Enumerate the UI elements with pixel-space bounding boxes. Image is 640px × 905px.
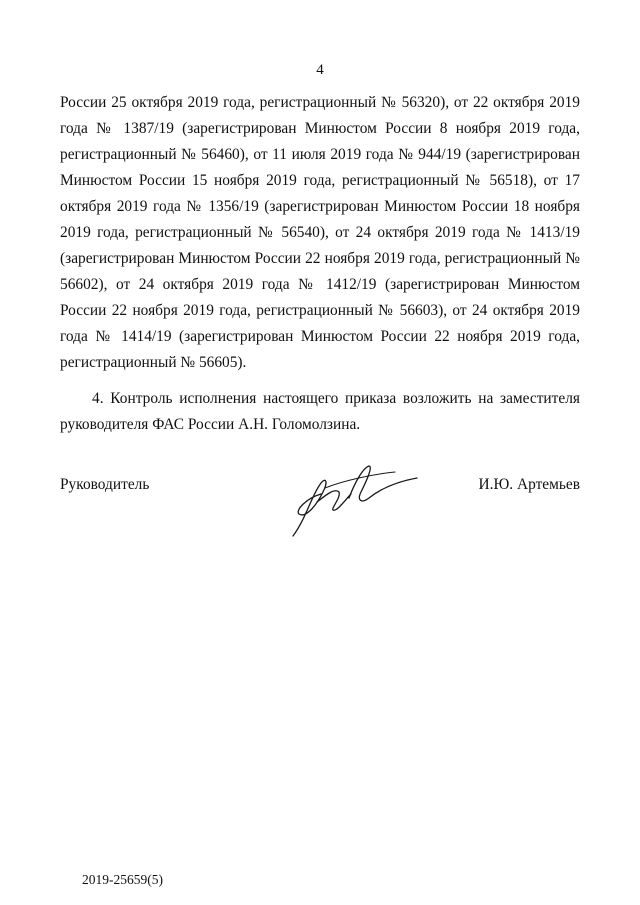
document-code: 2019-25659(5) [82,872,163,887]
paragraph-4: 4. Контроль исполнения настоящего приказа возложить на заместителя руководителя ФАС России А.Н. Голомолзина. [60,390,580,433]
paragraph-continuation: России 25 октября 2019 года, регистрационный № 56320), от 22 октября 2019 года № 1387/19 (зарегистрирован Минюстом России 8 ноября 2019 года, регистрационный № 56460), от 11 июля 2019 года № 944/19 (зарегистрирован Минюстом России 15 ноября 2019 года, регистрационный № 56518), от 17 октября 2019 года № 1356/19 (зарегистрирован Минюстом России 18 ноября 2019 года, регистрационный № 56540), от 24 октября 2019 года № 1413/19 (зарегистрирован Минюстом России 22 ноября 2019 года, регистрационный № 56602), от 24 октября 2019 года № 1412/19 (зарегистрирован Минюстом России 22 ноября 2019 года, регистрационный № 56603), от 24 октября 2019 года № 1414/19 (зарегистрирован Минюстом России 22 ноября 2019 года, регистрационный № 56605). [60,94,580,371]
handwritten-signature [285,458,425,543]
document-body [60,90,580,438]
signatory-name: И.Ю. Артемьев [478,476,580,493]
page-number: 4 [316,62,324,78]
signatory-role: Руководитель [60,476,150,493]
